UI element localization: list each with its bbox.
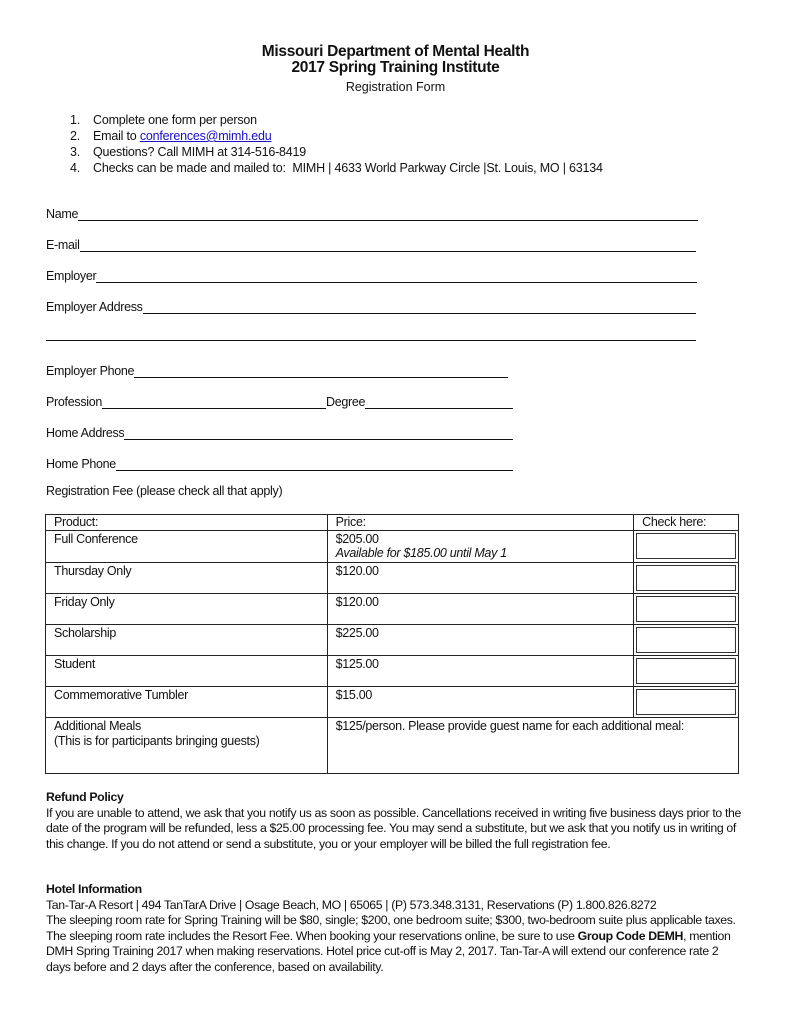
product-cell: Commemorative Tumbler: [46, 687, 328, 718]
price-header: Price:: [327, 515, 633, 531]
employer-input-line[interactable]: [96, 271, 697, 283]
instruction-item: 2. Email to conferences@mimh.edu: [70, 129, 272, 143]
home-phone-input-line[interactable]: [116, 459, 513, 471]
table-row: [46, 625, 739, 656]
product-cell: Thursday Only: [46, 563, 328, 594]
hotel-information-section: [46, 882, 746, 975]
employer-address-input-line[interactable]: [143, 302, 696, 314]
friday-only-checkbox[interactable]: [634, 594, 739, 625]
refund-policy-text: If you are unable to attend, we ask that you notify us as soon as possible. Cancellations received in writing five business days prior to the date of the program will be refunded, less a $25.00 processing fee. You may send a substitute, but we ask that you notify us in writing of this change. If you do not attend or send a substitute, you or your employer will be billed the full registration fee.: [46, 805, 742, 851]
refund-policy-section: [46, 790, 746, 852]
price-cell: $15.00: [327, 687, 633, 718]
hotel-information-title: Hotel Information: [46, 882, 142, 896]
product-cell: Additional Meals (This is for participants bringing guests): [46, 718, 328, 774]
home-phone-field[interactable]: Home Phone: [46, 455, 513, 471]
employer-phone-input-line[interactable]: [134, 366, 508, 378]
profession-field[interactable]: Profession: [46, 393, 326, 409]
product-cell: Student: [46, 656, 328, 687]
email-link[interactable]: conferences@mimh.edu: [139, 129, 272, 143]
product-header: Product:: [46, 515, 328, 531]
scholarship-checkbox[interactable]: [634, 625, 739, 656]
hotel-contact-line: Tan-Tar-A Resort | 494 TanTarA Drive | Osage Beach, MO | 65065 | (P) 573.348.3131, Reservations (P) 1.800.826.8272: [46, 897, 657, 912]
group-code: Group Code DEMH: [577, 928, 684, 943]
home-address-input-line[interactable]: [124, 428, 513, 440]
early-bird-note: Available for $185.00 until May 1: [335, 546, 507, 560]
refund-policy-title: Refund Policy: [46, 790, 124, 804]
price-cell: $225.00: [327, 625, 633, 656]
price-cell: $120.00: [327, 563, 633, 594]
name-field[interactable]: Name: [46, 205, 698, 221]
price-cell: $120.00: [327, 594, 633, 625]
form-title: Registration Form: [345, 80, 446, 94]
name-input-line[interactable]: [78, 209, 698, 221]
form-header: [0, 44, 791, 96]
table-row: [46, 563, 739, 594]
event-title: 2017 Spring Training Institute: [291, 59, 500, 76]
employer-field[interactable]: Employer: [46, 267, 697, 283]
degree-field[interactable]: Degree: [326, 393, 513, 409]
additional-meals-guest-names-field[interactable]: $125/person. Please provide guest name for each additional meal:: [327, 718, 738, 774]
table-row: [46, 687, 739, 718]
instruction-item: 3. Questions? Call MIMH at 314-516-8419: [70, 145, 307, 159]
registration-fee-label: Registration Fee (please check all that apply): [46, 484, 283, 498]
table-row: [46, 656, 739, 687]
check-header: Check here:: [634, 515, 739, 531]
fee-table: [45, 514, 739, 774]
organization-title: Missouri Department of Mental Health: [261, 43, 530, 60]
product-cell: Friday Only: [46, 594, 328, 625]
instructions-list: [70, 112, 603, 176]
email-input-line[interactable]: [80, 240, 696, 252]
thursday-only-checkbox[interactable]: [634, 563, 739, 594]
price-cell: $205.00 Available for $185.00 until May 1: [327, 531, 633, 563]
degree-input-line[interactable]: [365, 397, 513, 409]
fee-table-header: [46, 515, 739, 531]
table-row: [46, 718, 739, 774]
profession-input-line[interactable]: [102, 397, 326, 409]
student-checkbox[interactable]: [634, 656, 739, 687]
table-row: [46, 594, 739, 625]
home-address-field[interactable]: Home Address: [46, 424, 513, 440]
employer-address-line-2[interactable]: [46, 340, 696, 341]
employer-phone-field[interactable]: Employer Phone: [46, 362, 508, 378]
email-field[interactable]: E-mail: [46, 236, 696, 252]
hotel-details-text: The sleeping room rate for Spring Training will be $80, single; $200, one bedroom suite; $300, two-bedroom suite plus applicable taxes. The sleeping room rate includes the Resort Fee. When booking your reservations online, be sure to use Group Code DEMH, mention DMH Spring Training 2017 when making reservations. Hotel price cut-off is May 2, 2017. Tan-Tar-A will extend our conference rate 2 days before and 2 days after the conference, based on availability.: [46, 913, 736, 974]
product-cell: Full Conference: [46, 531, 328, 563]
instruction-item: 1. Complete one form per person: [70, 113, 257, 127]
price-cell: $125.00: [327, 656, 633, 687]
employer-address-field[interactable]: Employer Address: [46, 298, 696, 314]
instruction-item: 4. Checks can be made and mailed to: MIMH | 4633 World Parkway Circle |St. Louis, MO | 63134: [70, 161, 603, 175]
tumbler-checkbox[interactable]: [634, 687, 739, 718]
full-conference-checkbox[interactable]: [634, 531, 739, 563]
product-cell: Scholarship: [46, 625, 328, 656]
table-row: [46, 531, 739, 563]
